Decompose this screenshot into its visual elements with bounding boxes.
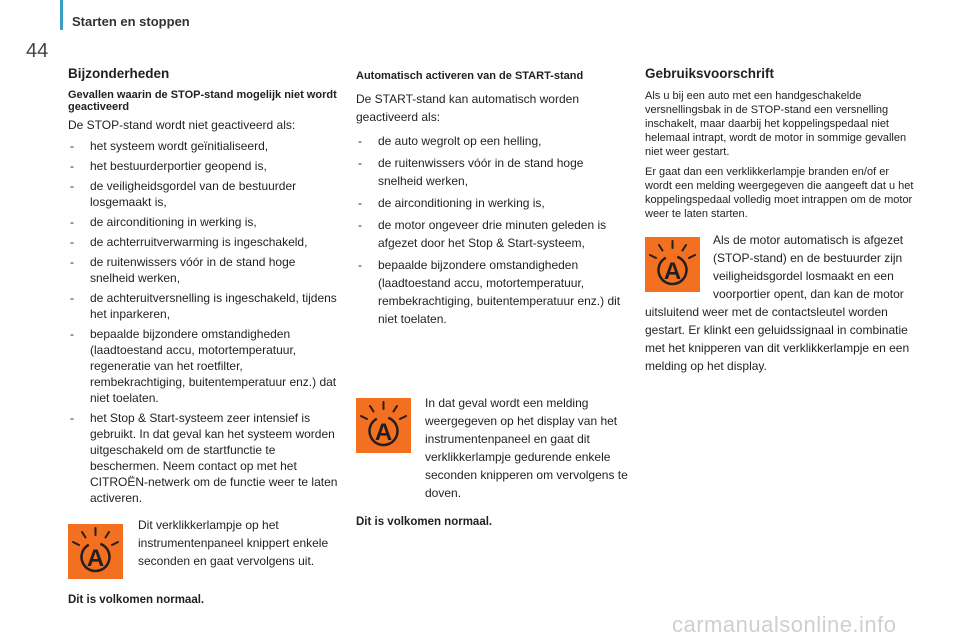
warning-text-3-wrap — [645, 231, 913, 375]
intro-auto-start: De START-stand kan automatisch worden geactiveerd als: — [356, 92, 579, 124]
section-title: Starten en stoppen — [72, 14, 190, 29]
usage-paragraph-1: Als u bij een auto met een handgeschakelde versnellingsbak in de STOP-stand een versnelling inschakelt, maar daarbij het koppelingspedaal niet helemaal intrapt, wordt de motor in sommige gevallen niet weer gestart. — [645, 90, 907, 158]
list-item: - bepaalde bijzondere omstandigheden (laadtoestand accu, motortemperatuur, regeneratie van het roetfilter, rembekrachtiging, buitentemperatuur enz.) dat niet toelaten. — [68, 326, 340, 406]
column-auto-start — [356, 70, 628, 535]
list-item: - de ruitenwissers vóór in de stand hoge snelheid werken, — [68, 254, 340, 286]
warning-block-1 — [68, 517, 340, 592]
list-item: - het systeem wordt geïnitialiseerd, — [68, 138, 340, 154]
section-marker-bar — [60, 0, 63, 30]
list-item: - het bestuurderportier geopend is, — [68, 158, 340, 174]
auto-start-stop-warning-icon — [356, 398, 411, 453]
warning-text-2: In dat geval wordt een melding weergegeven op het display van het instrumentenpaneel en gaat dit verklikkerlampje gedurende enkele seconden knipperen om vervolgens te doven. — [425, 396, 628, 500]
heading-usage: Gebruiksvoorschrift — [645, 66, 775, 81]
list-stop-not-activated — [68, 138, 340, 506]
list-item: - het Stop & Start-systeem zeer intensief is gebruikt. In dat geval kan het systeem worden uitgeschakeld om de startfunctie te beschermen. Neem contact op met het CITROËN-netwerk om de functie weer te laten activeren. — [68, 410, 340, 506]
subheading-auto-start: Automatisch activeren van de START-stand — [356, 70, 584, 82]
list-item: - de airconditioning in werking is, — [68, 214, 340, 230]
normal-note-1: Dit is volkomen normaal. — [68, 593, 205, 606]
list-item: - de auto wegrolt op een helling, — [356, 132, 628, 150]
heading-special-cases: Bijzonderheden — [68, 66, 170, 81]
subheading-stop-not-activated: Gevallen waarin de STOP-stand mogelijk niet wordt geactiveerd — [68, 89, 337, 113]
normal-note-2: Dit is volkomen normaal. — [356, 516, 493, 528]
list-item: - de ruitenwissers vóór in de stand hoge snelheid werken, — [356, 154, 628, 190]
warning-block-3 — [645, 231, 917, 381]
page-number: 44 — [26, 40, 49, 62]
warning-text-1: Dit verklikkerlampje op het instrumentenpaneel knippert enkele seconden en gaat vervolgens uit. — [138, 517, 329, 568]
icon-spacer — [645, 231, 713, 303]
list-item: - de achterruitverwarming is ingeschakeld, — [68, 234, 340, 250]
list-item: - de airconditioning in werking is, — [356, 194, 628, 212]
column-special-cases — [68, 62, 340, 612]
intro-stop-not-activated: De STOP-stand wordt niet geactiveerd als: — [68, 118, 296, 132]
svg-text:A: A — [374, 419, 393, 446]
svg-text:A: A — [663, 258, 682, 285]
list-auto-start — [356, 132, 628, 328]
warning-text-3: Als de motor automatisch is afgezet (STOP-stand) en de bestuurder zijn veiligheidsgordel losmaakt en een voorportier opent, dan kan de motor uitsluitend weer met de contactsleutel worden gestart. Er klinkt een geluidssignaal in combinatie met het knipperen van dit verklikkerlampje en een melding op het display. — [645, 233, 910, 373]
watermark: carmanualsonline.info — [672, 612, 897, 637]
list-item: - de veiligheidsgordel van de bestuurder losgemaakt is, — [68, 178, 340, 210]
list-item: - de achteruitversnelling is ingeschakeld, tijdens het inparkeren, — [68, 290, 340, 322]
auto-start-stop-warning-icon — [68, 524, 123, 579]
column-usage — [645, 62, 917, 381]
list-item: - de motor ongeveer drie minuten geleden is afgezet door het Stop & Start-systeem, — [356, 216, 628, 252]
warning-block-2 — [356, 394, 628, 506]
svg-text:A: A — [86, 544, 105, 572]
usage-paragraph-2: Er gaat dan een verklikkerlampje branden en/of er wordt een melding weergegeven die aangeeft dat u het koppelingspedaal volledig moet intrappen om de motor weer te laten starten. — [645, 166, 914, 220]
list-item: - bepaalde bijzondere omstandigheden (laadtoestand accu, motortemperatuur, rembekrachtiging, buitentemperatuur enz.) dit niet toelaten. — [356, 256, 628, 328]
